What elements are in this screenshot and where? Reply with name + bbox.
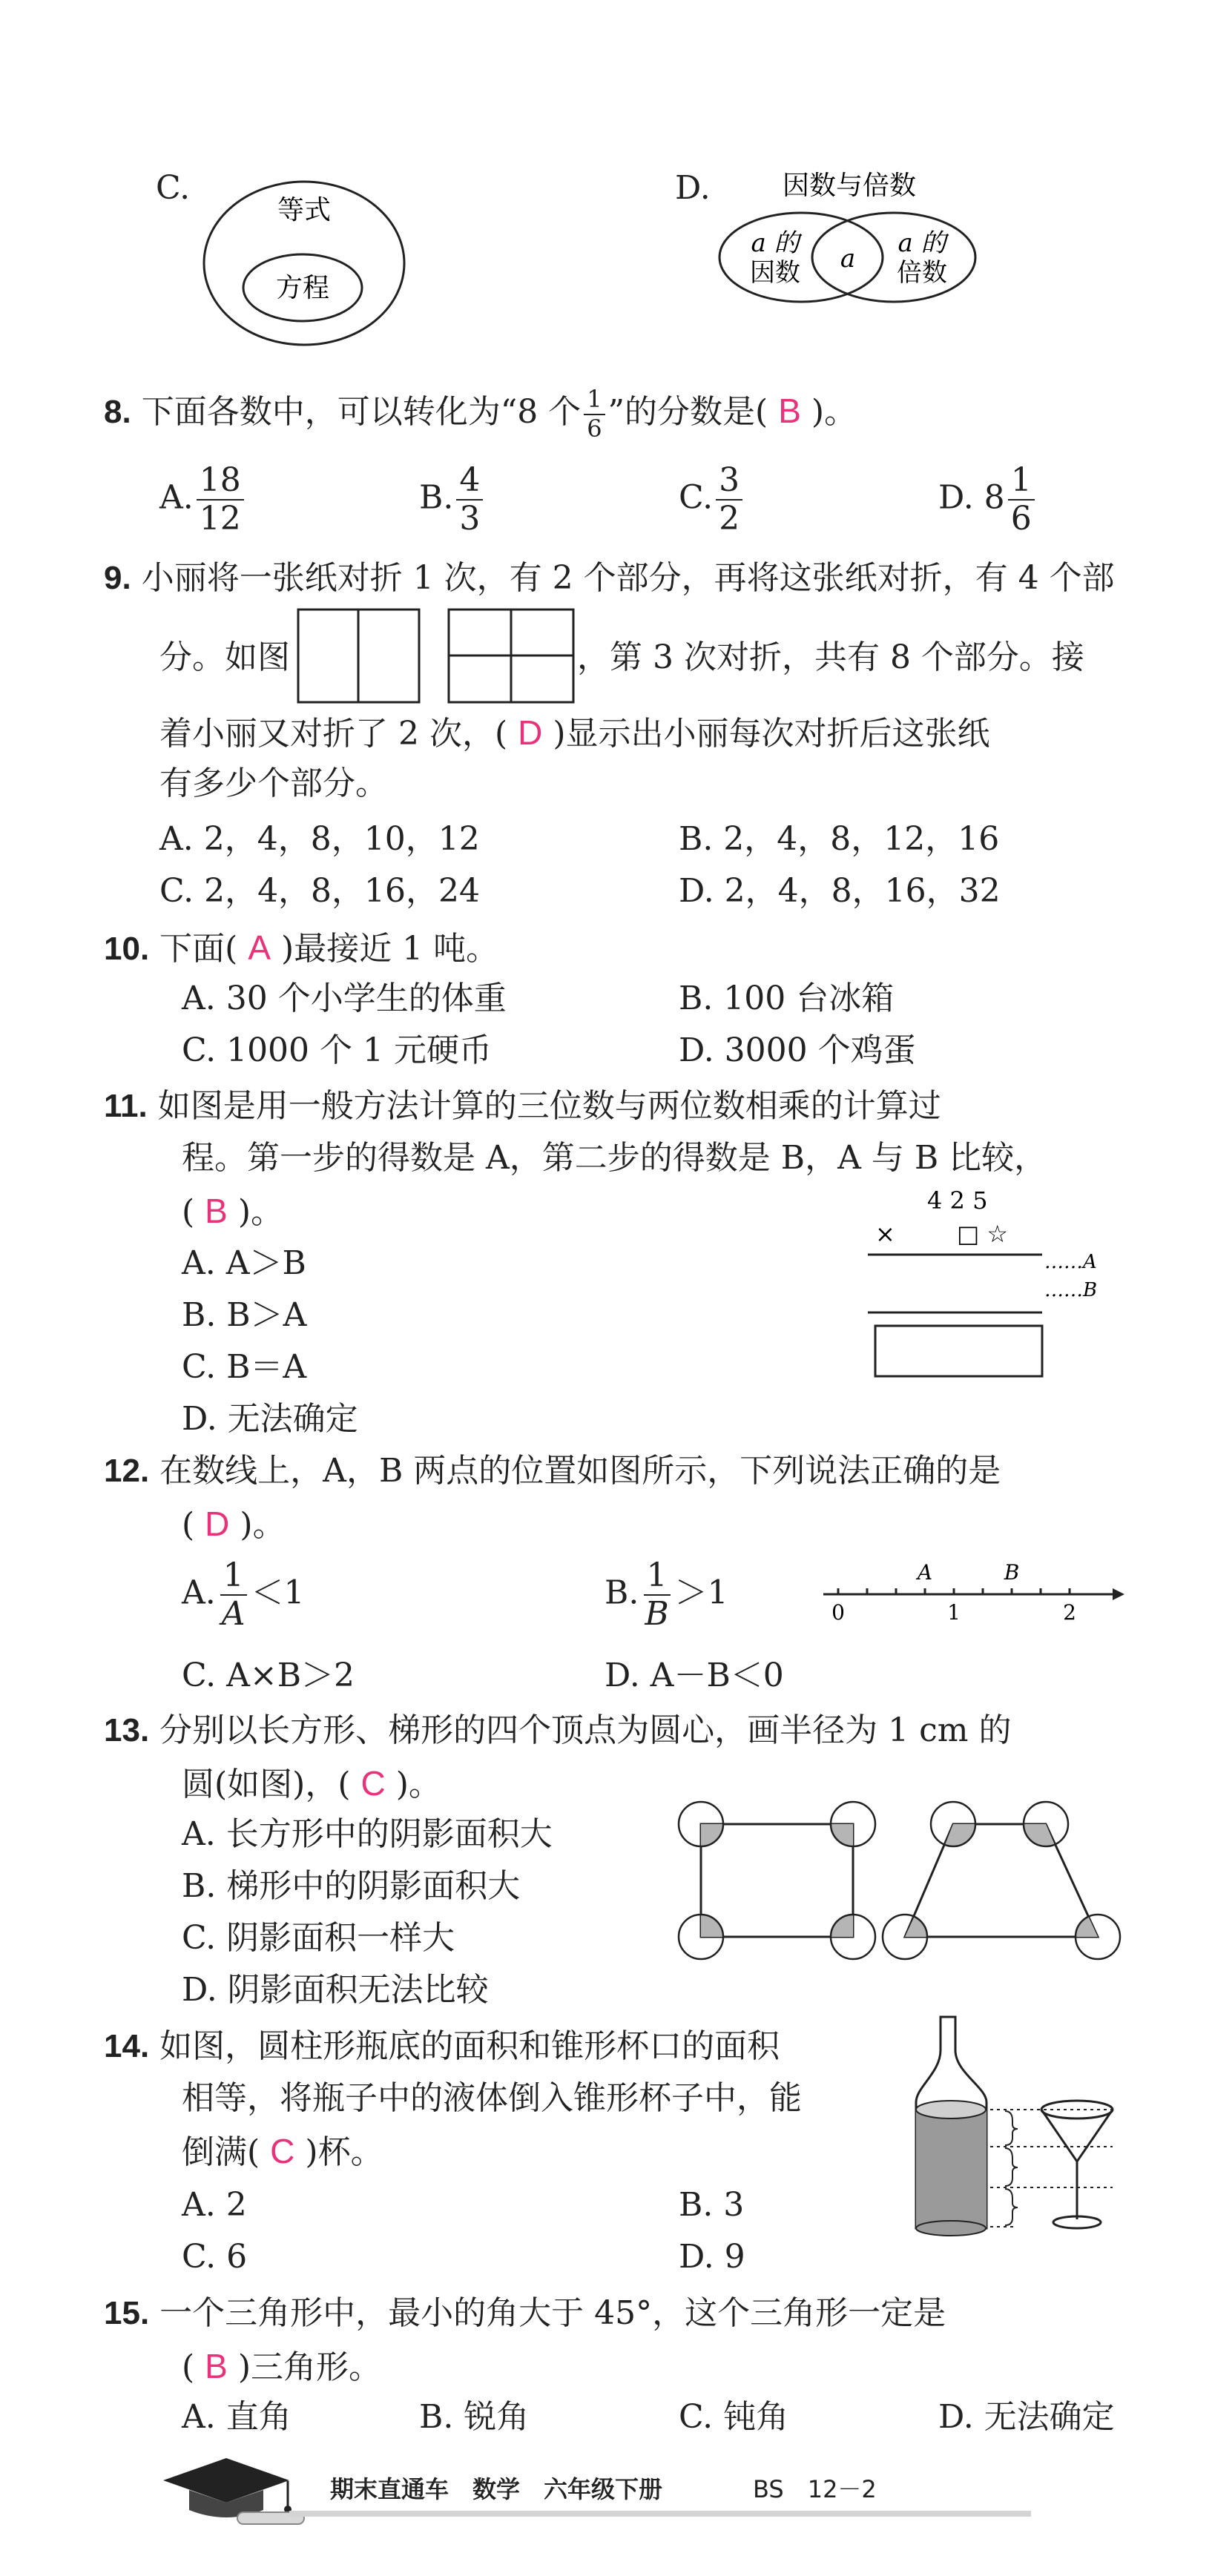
fig-times: × <box>875 1220 895 1248</box>
q9-line-2b: ，第 3 次对折，共有 8 个部分。接 <box>577 638 1084 676</box>
q13-number: 13. <box>104 1712 150 1748</box>
q13-option-a: A. 长方形中的阴影面积大 <box>182 1815 553 1853</box>
q10-option-c: C. 1000 个 1 元硬币 <box>182 1031 492 1069</box>
q14-option-b: B. 3 <box>679 2186 745 2224</box>
q8-text-a: 下面各数中，可以转化为“8 个 <box>141 393 582 432</box>
q10-answer: A <box>248 928 271 967</box>
q15-number: 15. <box>104 2295 150 2331</box>
c-outer-label: 等式 <box>277 195 332 225</box>
q11-option-c: C. B＝A <box>182 1348 307 1386</box>
rectangle-trapezoid-circles-figure <box>668 1794 1127 1972</box>
q9-line-1: 9. 小丽将一张纸对折 1 次，有 2 个部分，再将这张纸对折，有 4 个部 <box>104 559 1115 597</box>
q9-option-b: B. 2，4，8，12，16 <box>679 820 1000 858</box>
q8-text-c: )。 <box>811 393 857 432</box>
footer-title: 期末直通车 数学 六年级下册 <box>330 2475 663 2503</box>
q15-line-1: 15. 一个三角形中，最小的角大于 45°，这个三角形一定是 <box>104 2294 946 2332</box>
d-title: 因数与倍数 <box>782 171 917 201</box>
q10-option-b: B. 100 台冰箱 <box>679 980 895 1017</box>
d-right-2: 倍数 <box>897 258 947 288</box>
option-c-label: C. <box>156 169 191 207</box>
q15-option-d: D. 无法确定 <box>938 2398 1115 2436</box>
q13-option-b: B. 梯形中的阴影面积大 <box>182 1867 521 1905</box>
d-right-1: a 的 <box>898 228 946 258</box>
bottle-and-cone-cup-figure <box>912 2013 1127 2243</box>
q8-option-b: B. $\frac{4}{3}$ <box>419 463 486 536</box>
q8-option-a: A. $\frac{18}{12}$ <box>159 463 247 536</box>
q8-fraction: $\frac{1}{6}$ <box>584 387 605 441</box>
q9-line-4: 有多少个部分。 <box>159 764 388 802</box>
q10-option-a: A. 30 个小学生的体重 <box>182 980 507 1017</box>
q14-option-d: D. 9 <box>679 2238 745 2276</box>
q9-option-c: C. 2，4，8，16，24 <box>159 872 481 910</box>
axis-tick-2: 2 <box>1063 1600 1076 1624</box>
fig-label-a: ……A <box>1044 1251 1097 1273</box>
number-line <box>816 1542 1127 1624</box>
q8-number: 8. <box>104 394 131 431</box>
q10-option-d: D. 3000 个鸡蛋 <box>679 1031 916 1069</box>
q13-option-c: C. 阴影面积一样大 <box>182 1919 455 1957</box>
c-inner-label: 方程 <box>275 273 330 303</box>
fig-second-digits: □ ☆ <box>957 1220 1009 1248</box>
q9-number: 9. <box>104 560 131 596</box>
q12-line-2: ( D )。 <box>182 1505 286 1544</box>
q15-line-2: ( B )三角形。 <box>182 2347 382 2386</box>
q9-line-2a: 分。如图 <box>159 638 290 676</box>
q9-answer: D <box>518 713 543 752</box>
q12-option-d: D. A－B＜0 <box>605 1657 784 1694</box>
q8-text-b: ”的分数是( <box>607 393 768 432</box>
equation-venn-diagram <box>200 178 423 349</box>
q8-stem <box>104 387 857 441</box>
q15-option-c: C. 钝角 <box>679 2398 789 2436</box>
q13-line-2: 圆(如图)，( C )。 <box>182 1764 441 1803</box>
q14-line-1: 14. 如图，圆柱形瓶底的面积和锥形杯口的面积 <box>104 2027 780 2065</box>
q14-option-c: C. 6 <box>182 2238 248 2276</box>
axis-label-b: B <box>1004 1560 1020 1585</box>
q9-line-3: 着小丽又对折了 2 次，( D )显示出小丽每次对折后这张纸 <box>159 713 990 753</box>
fig-label-b: ……B <box>1044 1279 1098 1301</box>
q11-line-3: ( B )。 <box>182 1192 284 1231</box>
axis-tick-1: 1 <box>947 1600 961 1624</box>
footer-page-code: BS 12－2 <box>753 2475 877 2503</box>
q12-option-b: B. $\frac{1}{B}$ ＞1 <box>605 1556 728 1634</box>
q11-line-1: 11. 如图是用一般方法计算的三位数与两位数相乘的计算过 <box>104 1087 941 1125</box>
q9-option-a: A. 2，4，8，10，12 <box>159 820 480 858</box>
axis-tick-0: 0 <box>831 1600 845 1624</box>
q11-answer: B <box>205 1192 228 1230</box>
d-left-1: a 的 <box>751 228 800 258</box>
q12-option-a: A. $\frac{1}{A}$ ＜1 <box>182 1556 305 1634</box>
multiplication-figure <box>860 1186 1127 1394</box>
q11-option-b: B. B＞A <box>182 1296 307 1334</box>
q8-option-c: C. $\frac{3}{2}$ <box>679 463 745 536</box>
q15-answer: B <box>205 2347 228 2385</box>
d-middle: a <box>840 244 856 274</box>
q11-option-a: A. A＞B <box>182 1244 306 1282</box>
option-d-label: D. <box>675 169 711 207</box>
q13-answer: C <box>360 1764 386 1803</box>
q9-option-d: D. 2，4，8，16，32 <box>679 872 1001 910</box>
q12-option-c: C. A×B＞2 <box>182 1657 355 1694</box>
d-left-2: 因数 <box>750 258 800 288</box>
q13-line-1: 13. 分别以长方形、梯形的四个顶点为圆心，画半径为 1 cm 的 <box>104 1711 1012 1749</box>
q11-option-d: D. 无法确定 <box>182 1400 358 1438</box>
q12-line-1: 12. 在数线上，A，B 两点的位置如图所示，下列说法正确的是 <box>104 1452 1001 1490</box>
q14-option-a: A. 2 <box>182 2186 247 2224</box>
fig-top-digits: 4 2 5 <box>927 1186 988 1215</box>
q11-line-2: 程。第一步的得数是 A，第二步的得数是 B，A 与 B 比较， <box>182 1139 1047 1177</box>
q14-line-2: 相等，将瓶子中的液体倒入锥形杯子中，能 <box>182 2079 802 2117</box>
q15-option-b: B. 锐角 <box>419 2398 530 2436</box>
q11-number: 11. <box>104 1088 148 1124</box>
q13-option-d: D. 阴影面积无法比较 <box>182 1971 489 2009</box>
footer-divider <box>289 2506 1031 2521</box>
q8-answer: B <box>778 392 801 431</box>
q8-option-d: D. 8 $\frac{1}{6}$ <box>938 463 1038 536</box>
q14-number: 14. <box>104 2028 150 2064</box>
q15-option-a: A. 直角 <box>182 2398 292 2436</box>
q14-answer: C <box>270 2132 295 2170</box>
q12-number: 12. <box>104 1453 150 1489</box>
q10-stem: 10. 下面( A )最接近 1 吨。 <box>104 928 499 968</box>
q14-line-3: 倒满( C )杯。 <box>182 2132 383 2171</box>
q12-answer: D <box>205 1505 230 1543</box>
axis-label-a: A <box>917 1560 933 1585</box>
factor-multiple-venn-diagram <box>712 165 987 313</box>
q10-number: 10. <box>104 931 150 967</box>
folded-paper-figures <box>297 608 579 704</box>
